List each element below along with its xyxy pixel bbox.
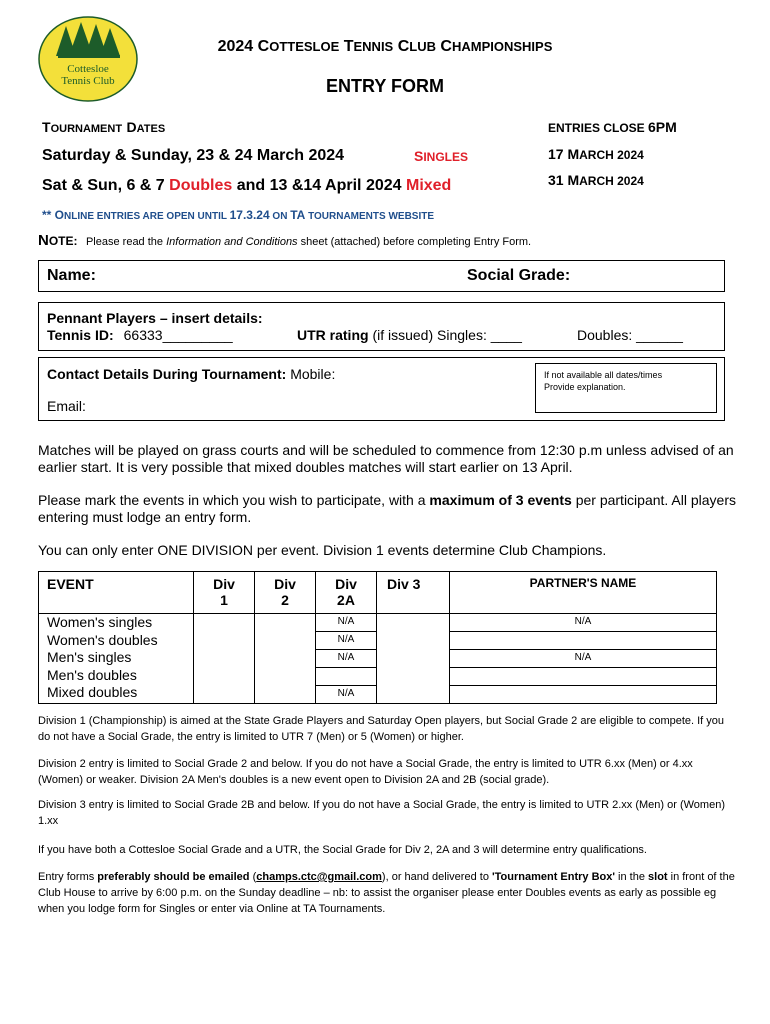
event-mens-singles: Men's singles — [47, 649, 132, 665]
singles-dates: Saturday & Sunday, 23 & 24 March 2024 — [42, 147, 345, 164]
singles-close-date: 17 MARCH 2024 — [548, 146, 644, 162]
note-line: NOTE: Please read the Information and Conditions sheet (attached) before completing Entry Form. — [38, 232, 532, 249]
email-label[interactable]: Email: — [47, 398, 86, 414]
header-div3: Div 3 — [377, 572, 450, 614]
div1-rule: Division 1 (Championship) is aimed at the State Grade Players and Saturday Open players, but Social Grade 2 are eligible to compete. If you do not have a Social Grade, the entry is limited to UTR 7 (Men) or 5 (Women) or higher. — [38, 715, 725, 743]
div2a-cells[interactable]: N/A N/A N/A N/A — [316, 614, 377, 704]
singles-label: SINGLES — [414, 148, 469, 164]
page-title: 2024 COTTESLOE TENNIS CLUB CHAMPIONSHIPS — [217, 38, 553, 55]
social-grade-label: Social Grade: — [467, 267, 571, 284]
tournament-dates-heading: TOURNAMENT DATES — [42, 119, 166, 135]
event-mixed-doubles: Mixed doubles — [47, 684, 138, 700]
logo-text-2: Tennis Club — [61, 75, 115, 87]
tennis-id-line[interactable]: Tennis ID: 66333_________ — [47, 327, 233, 343]
header-partner: PARTNER'S NAME — [450, 572, 717, 614]
div1-cells[interactable] — [194, 614, 255, 704]
pennant-heading: Pennant Players – insert details: — [47, 310, 263, 326]
div3-cells[interactable] — [377, 614, 450, 704]
name-box[interactable] — [38, 260, 725, 292]
contact-line[interactable]: Contact Details During Tournament: Mobile: — [47, 366, 336, 382]
doubles-close-date: 31 MARCH 2024 — [548, 172, 644, 188]
mark-events-info: Please mark the events in which you wish to participate, with a maximum of 3 events per participant. All players entering must lodge an entry form. — [38, 492, 737, 525]
div2-rule: Division 2 entry is limited to Social Grade 2 and below. If you do not have a Social Grade, the entry is limited to UTR 6.xx (Men) or 4.xx (Women) or weaker. Division 2A Men's doubles is a new event open to Division 2A and 2B (social grade). — [38, 758, 693, 786]
div2-cells[interactable] — [255, 614, 316, 704]
header-div2a: Div 2A — [316, 572, 377, 614]
logo-text-1: Cottesloe — [67, 63, 109, 75]
division-info: You can only enter ONE DIVISION per event. Division 1 events determine Club Champions. — [38, 542, 607, 558]
entries-close-heading: ENTRIES CLOSE 6PM — [548, 119, 677, 135]
event-mens-doubles: Men's doubles — [47, 666, 137, 683]
pennant-box — [38, 302, 725, 351]
availability-box[interactable]: If not available all dates/times Provide explanation. — [535, 363, 717, 413]
header-div2: Div 2 — [255, 572, 316, 614]
event-womens-doubles: Women's doubles — [47, 631, 158, 648]
doubles-utr[interactable]: Doubles: ______ — [577, 327, 683, 343]
entry-form-title: ENTRY FORM — [325, 76, 444, 96]
event-list — [39, 614, 194, 704]
entry-instructions: Entry forms preferably should be emailed (champs.ctc@gmail.com), or hand delivered to 'Tournament Entry Box' in the slot in front of the Club House to arrive by 6:00 p.m. on the Sunday deadline – nb: to assist the organiser please enter Doubles events as early as possible eg when you lodge form for Singles or enter via Online at TA Tournaments. — [38, 871, 735, 915]
online-entries-note: ** ONLINE ENTRIES ARE OPEN UNTIL 17.3.24 ON TA TOURNAMENTS WEBSITE — [42, 208, 435, 222]
contact-box — [38, 357, 725, 421]
grade-utr-rule: If you have both a Cottesloe Social Grade and a UTR, the Social Grade for Div 2, 2A and 3 will determine entry qualifications. — [38, 844, 647, 856]
events-table — [38, 571, 717, 704]
header-event: EVENT — [39, 572, 194, 614]
name-label: Name: — [47, 267, 96, 284]
header-div1: Div 1 — [194, 572, 255, 614]
partner-cells[interactable]: N/A N/A — [450, 614, 717, 704]
matches-info: Matches will be played on grass courts and will be scheduled to commence from 12:30 p.m unless advised of an earlier start. It is very possible that mixed doubles matches will start earlier on 13 April. — [38, 442, 734, 475]
utr-line[interactable]: UTR rating (if issued) Singles: ____ — [297, 327, 522, 343]
event-womens-singles: Women's singles — [47, 614, 153, 630]
doubles-mixed-dates: Sat & Sun, 6 & 7 Doubles and 13 &14 April 2024 Mixed — [42, 177, 452, 194]
div3-rule: Division 3 entry is limited to Social Grade 2B and below. If you do not have a Social Grade, the entry is limited to UTR 2.xx (Men) or (Women) 1.xx — [38, 799, 725, 827]
email-link[interactable]: champs.ctc@gmail.com — [256, 871, 382, 883]
